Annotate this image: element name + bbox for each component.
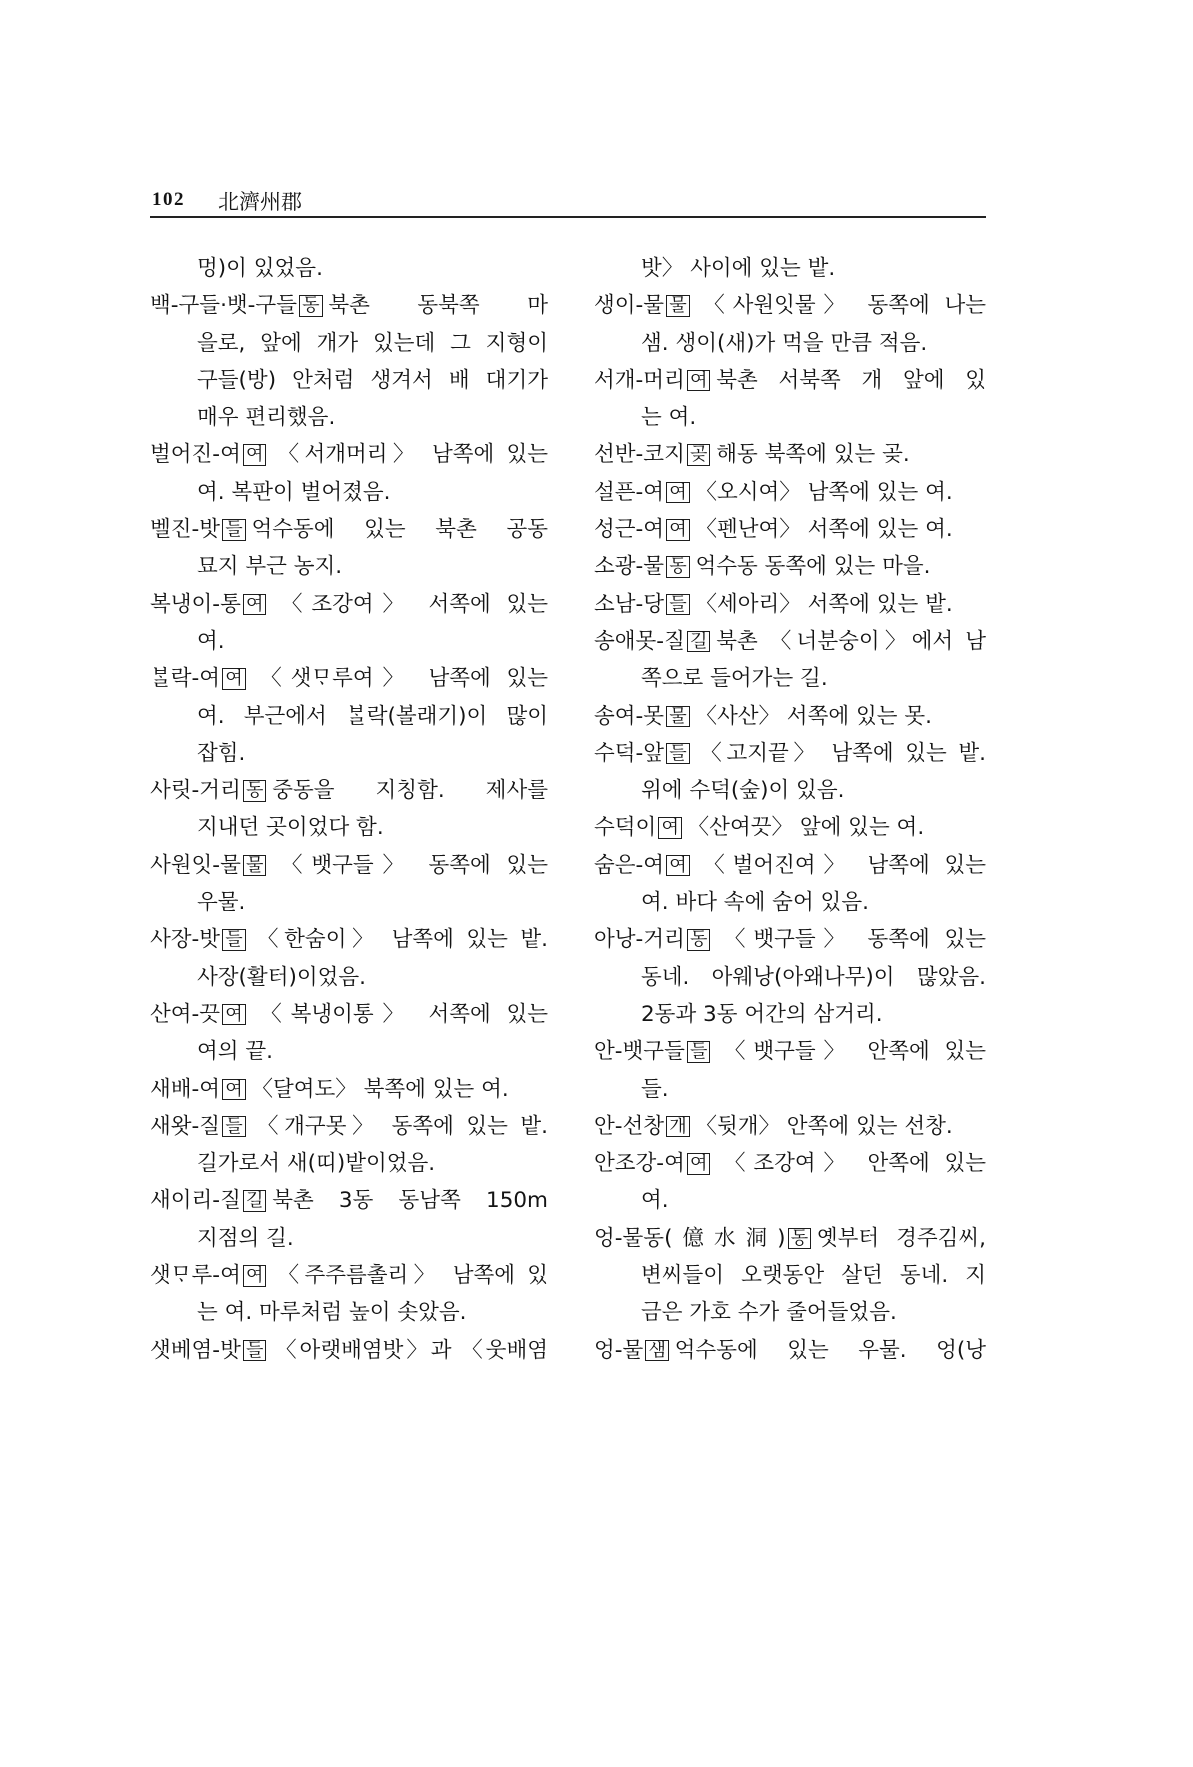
continuation-line: 지내던 곳이었다 함. <box>197 815 384 841</box>
continuation-line: 여. 바다 속에 숨어 있음. <box>641 890 869 916</box>
continuation-line: 여. <box>197 628 225 654</box>
entry-text: 억수동에 있는 북촌 공동 <box>251 517 548 543</box>
headword: 선반-코지 <box>594 442 685 468</box>
entry-text: 〈뱃구들〉 안쪽에 있는 <box>716 1039 986 1065</box>
entry-text: 〈복냉이통〉 서쪽에 있는 <box>251 1001 548 1027</box>
continuation-line: 우물. <box>197 890 246 916</box>
entry-line <box>150 1257 548 1294</box>
page-header <box>152 186 986 214</box>
continuation-line: 멍)이 있었음. <box>197 256 323 281</box>
continuation-line: 사장(활터)이었음. <box>197 964 366 990</box>
entry-line <box>594 586 986 623</box>
headword: 사장-밧 <box>150 927 221 953</box>
category-tag: 길 <box>243 1190 266 1212</box>
header-rule <box>150 216 986 218</box>
entry-line <box>150 511 548 548</box>
entry-text: 〈고지끝〉 남쪽에 있는 밭. <box>695 740 986 766</box>
category-tag: 들 <box>666 594 689 616</box>
entry-line <box>594 362 986 399</box>
entry-line <box>594 809 986 846</box>
entry-line <box>150 847 548 884</box>
category-tag: 여 <box>687 370 710 392</box>
category-tag: 들 <box>243 1340 266 1362</box>
category-tag: 여 <box>243 444 266 466</box>
entry-line <box>594 436 986 473</box>
headword: 생이-물 <box>594 293 665 319</box>
entry-line <box>594 511 986 548</box>
entry-line <box>594 921 986 958</box>
entry-text: 〈한숨이〉 남쪽에 있는 밭. <box>251 927 548 953</box>
category-tag: 들 <box>687 1041 710 1063</box>
category-tag: 여 <box>222 1004 245 1026</box>
continuation-line: 여. <box>641 1188 669 1214</box>
headword: 백-구들·뱃-구들 <box>150 293 297 319</box>
category-tag: 여 <box>243 594 266 616</box>
entry-line <box>150 996 548 1033</box>
entry-text: 〈뱃구들〉 동쪽에 있는 <box>716 927 986 953</box>
headword: 소남-당 <box>594 591 665 617</box>
entry-line <box>150 1332 548 1369</box>
headword: 벨진-밧 <box>150 517 221 543</box>
entry-text: 〈조강여〉 안쪽에 있는 <box>716 1151 986 1177</box>
entry-line <box>594 623 986 660</box>
continuation-line: 위에 수덕(숲)이 있음. <box>641 778 845 804</box>
entry-line <box>150 1071 548 1108</box>
category-tag: 샘 <box>645 1340 668 1362</box>
entry-text: 북촌 3동 동남쪽 150m <box>272 1188 548 1214</box>
headword: 새왓-질 <box>150 1113 221 1139</box>
entry-text: 〈아랫배염밧〉과 〈웃배염 <box>272 1337 548 1363</box>
entry-text: 중동을 지칭함. 제사를 <box>272 778 548 804</box>
category-tag: 물 <box>666 706 689 728</box>
headword: ᄇᆞᆯ락-여 <box>150 666 221 692</box>
entry-text: 〈개구못〉 동쪽에 있는 밭. <box>251 1113 548 1139</box>
entry-line <box>594 1332 986 1369</box>
continuation-line: 지점의 길. <box>197 1225 294 1251</box>
headword: 설픈-여 <box>594 479 665 505</box>
entry-text: 〈주주름촐리〉 남쪽에 있 <box>272 1263 548 1289</box>
category-tag: 여 <box>666 519 689 541</box>
continuation-line: 여. 부근에서 ᄇᆞᆯ락(볼래기)이 많이 <box>197 703 548 729</box>
headword: 소광-물 <box>594 554 665 580</box>
continuation-line: 길가로서 새(띠)밭이었음. <box>197 1151 436 1177</box>
continuation-line: 여. 복판이 벌어졌음. <box>197 479 391 505</box>
entry-text: 억수동에 있는 우물. 엉(낭 <box>674 1337 986 1363</box>
headword: 새이리-질 <box>150 1188 241 1214</box>
headword: 안-뱃구들 <box>594 1039 685 1065</box>
category-tag: 곶 <box>687 444 710 466</box>
headword: 송여-못 <box>594 703 665 729</box>
continuation-line: 샘. 생이(새)가 먹을 만큼 적음. <box>641 330 928 356</box>
continuation-line: 밧〉 사이에 있는 밭. <box>641 256 836 281</box>
running-title: 北濟州郡 <box>218 190 302 214</box>
continuation-line: 쪽으로 들어가는 길. <box>641 666 828 692</box>
entry-line <box>150 921 548 958</box>
headword: 아낭-거리 <box>594 927 685 953</box>
entry-line <box>594 287 986 324</box>
category-tag: 여 <box>658 817 681 839</box>
headword: 사원잇-물 <box>150 852 241 878</box>
continuation-line: 들. <box>641 1076 669 1102</box>
continuation-line: 구들(방) 안처럼 생겨서 배 대기가 <box>197 367 548 393</box>
headword: 샛베염-밧 <box>150 1337 241 1363</box>
left-column <box>150 250 548 1369</box>
continuation-line: 묘지 부근 농지. <box>197 554 343 580</box>
page-number: 102 <box>152 189 185 210</box>
entry-text: 북촌 동북쪽 마 <box>328 293 548 319</box>
entry-text: 〈뱃구들〉 동쪽에 있는 <box>272 852 548 878</box>
category-tag: 동 <box>666 556 689 578</box>
entry-line <box>150 772 548 809</box>
entry-text: 〈벌어진여〉 남쪽에 있는 <box>695 852 986 878</box>
continuation-line: 금은 가호 수가 줄어들었음. <box>641 1300 897 1326</box>
category-tag: 여 <box>666 855 689 877</box>
headword: 안-선창 <box>594 1113 665 1139</box>
headword: 수덕이 <box>594 815 657 841</box>
headword: 산여-끗 <box>150 1001 221 1027</box>
entry-text: 〈사원잇물〉 동쪽에 나는 <box>695 293 986 319</box>
entry-line <box>594 474 986 511</box>
headword: 수덕-앞 <box>594 740 665 766</box>
headword: 샛ᄆᆞ루-여 <box>150 1263 241 1289</box>
entry-line <box>150 660 548 697</box>
continuation-line: 동네. 아웨낭(아왜나무)이 많았음. <box>641 964 986 990</box>
continuation-line: 2동과 3동 어간의 삼거리. <box>641 1001 883 1027</box>
entry-text: 〈조강여〉 서쪽에 있는 <box>272 591 548 617</box>
entry-line <box>150 436 548 473</box>
right-column <box>594 250 986 1369</box>
category-tag: 들 <box>666 743 689 765</box>
entry-line <box>594 1220 986 1257</box>
entry-text: 〈사산〉 서쪽에 있는 못. <box>695 703 932 729</box>
entry-text: 〈펜난여〉 서쪽에 있는 여. <box>695 517 953 543</box>
entry-line <box>594 1145 986 1182</box>
entry-line <box>150 287 548 324</box>
category-tag: 길 <box>687 631 710 653</box>
continuation-line: 는 여. 마루처럼 높이 솟았음. <box>197 1300 467 1326</box>
entry-text: 북촌 서북쪽 개 앞에 있 <box>716 367 986 393</box>
category-tag: 동 <box>299 295 322 317</box>
category-tag: 개 <box>666 1116 689 1138</box>
entry-line <box>594 548 986 585</box>
headword: 엉-물동(億水洞) <box>594 1225 786 1251</box>
headword: 숨은-여 <box>594 852 665 878</box>
continuation-line: 는 여. <box>641 405 697 431</box>
entry-line <box>594 847 986 884</box>
entry-line <box>150 1182 548 1219</box>
category-tag: 동 <box>687 929 710 951</box>
category-tag: 들 <box>222 929 245 951</box>
entry-text: 〈서개머리〉 남쪽에 있는 <box>272 442 548 468</box>
category-tag: 물 <box>666 295 689 317</box>
entry-text: 〈뒷개〉 안쪽에 있는 선창. <box>695 1113 953 1139</box>
entry-line <box>594 735 986 772</box>
category-tag: 여 <box>243 1265 266 1287</box>
entry-line <box>150 586 548 623</box>
continuation-line: 여의 끝. <box>197 1039 273 1065</box>
headword: 새배-여 <box>150 1076 221 1102</box>
headword: 송애못-질 <box>594 628 685 654</box>
entry-text: 〈세아리〉 서쪽에 있는 밭. <box>695 591 953 617</box>
entry-text: 억수동 동쪽에 있는 마을. <box>695 554 931 580</box>
entry-text: 북촌 〈너분숭이〉에서 남 <box>716 628 986 654</box>
headword: 사릿-거리 <box>150 778 241 804</box>
headword: 복냉이-통 <box>150 591 241 617</box>
category-tag: 여 <box>687 1153 710 1175</box>
continuation-line: 을로, 앞에 개가 있는데 그 지형이 <box>197 330 548 356</box>
continuation-line: 잡힘. <box>197 740 246 766</box>
entry-text: 〈오시여〉 남쪽에 있는 여. <box>695 479 953 505</box>
continuation-line: 변씨들이 오랫동안 살던 동네. 지 <box>641 1263 986 1289</box>
headword: 성근-여 <box>594 517 665 543</box>
continuation-line: 매우 편리했음. <box>197 405 336 431</box>
category-tag: 들 <box>222 519 245 541</box>
headword: 안조강-여 <box>594 1151 685 1177</box>
headword: 서개-머리 <box>594 367 685 393</box>
entry-line <box>594 1108 986 1145</box>
entry-text: 〈산여끗〉 앞에 있는 여. <box>687 815 925 841</box>
category-tag: 물 <box>243 855 266 877</box>
entry-line <box>594 698 986 735</box>
category-tag: 여 <box>666 482 689 504</box>
category-tag: 여 <box>222 1079 245 1101</box>
category-tag: 동 <box>243 780 266 802</box>
entry-text: 옛부터 경주김씨, <box>816 1225 986 1251</box>
entry-line <box>594 1033 986 1070</box>
entry-text: 〈달여도〉 북쪽에 있는 여. <box>251 1076 509 1102</box>
entry-line <box>150 1108 548 1145</box>
category-tag: 들 <box>222 1116 245 1138</box>
entry-text: 〈샛ᄆᆞ루여〉 남쪽에 있는 <box>251 666 548 692</box>
headword: 엉-물 <box>594 1337 644 1363</box>
entry-text: 해동 북쪽에 있는 곶. <box>716 442 910 468</box>
headword: 벌어진-여 <box>150 442 241 468</box>
category-tag: 여 <box>222 668 245 690</box>
category-tag: 동 <box>788 1228 811 1250</box>
